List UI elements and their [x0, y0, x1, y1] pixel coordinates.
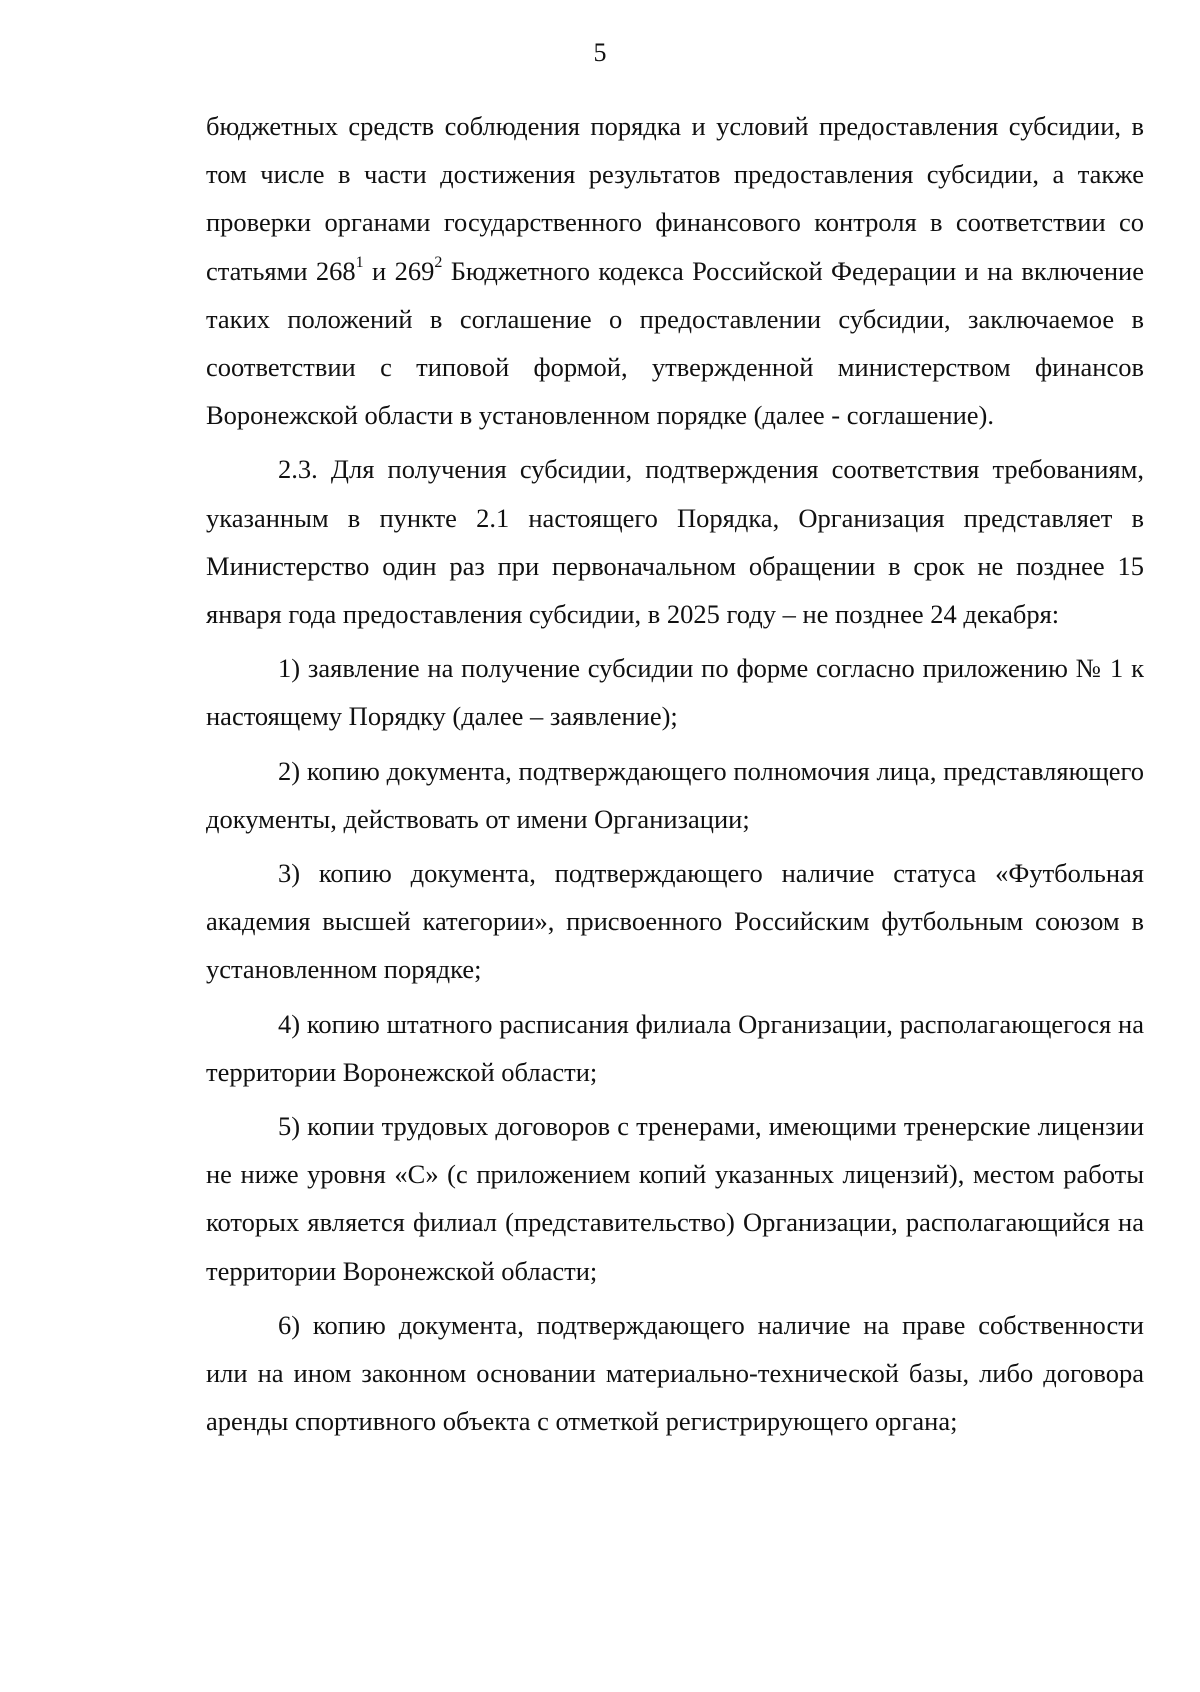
list-item-3: 3) копию документа, подтверждающего наличие статуса «Футбольная академия высшей категории», присвоенного Российским футбольным союзом в установленном порядке; [206, 858, 1144, 985]
page-number: 5 [593, 38, 607, 67]
paragraph-continuation [206, 102, 1144, 439]
paragraph-text: бюджетных средств соблюдения порядка и условий предоставления субсидии, в том числе в части достижения результатов предоставления субсидии, а также проверки органами государственного финансового контроля в соответствии со статьями 268 [206, 111, 1144, 286]
list-item-1: 1) заявление на получение субсидии по форме согласно приложению № 1 к настоящему Порядку (далее – заявление); [206, 653, 1144, 732]
document-body [206, 102, 1144, 1451]
paragraph-text: и 269 [363, 255, 435, 286]
list-item-5: 5) копии трудовых договоров с тренерами, имеющими тренерские лицензии не ниже уровня «С» (с приложением копий указанных лицензий), местом работы которых является филиал (представительство) Организации, располагающийся на территории Воронежской области; [206, 1111, 1144, 1286]
paragraph-text: Бюджетного кодекса Российской Федерации и на включение таких положений в соглашение о предоставлении субсидии, заключаемое в соответствии с типовой формой, утвержденной министерством финансов Воронежской области в установленном порядке (далее - соглашение). [206, 255, 1144, 431]
list-item-6: 6) копию документа, подтверждающего наличие на праве собственности или на ином законном основании материально-технической базы, либо договора аренды спортивного объекта с отметкой регистрирующего органа; [206, 1309, 1144, 1437]
superscript: 2 [434, 253, 443, 271]
list-item-2: 2) копию документа, подтверждающего полномочия лица, представляющего документы, действовать от имени Организации; [206, 755, 1144, 834]
paragraph-2-3: 2.3. Для получения субсидии, подтверждения соответствия требованиям, указанным в пункте 2.1 настоящего Порядка, Организация представляет в Министерство один раз при первоначальном обращении в срок не позднее 15 января года предоставления субсидии, в 2025 году – не позднее 24 декабря: [206, 454, 1144, 630]
superscript: 1 [355, 253, 364, 271]
list-item-4: 4) копию штатного расписания филиала Организации, располагающегося на территории Воронежской области; [206, 1008, 1144, 1087]
